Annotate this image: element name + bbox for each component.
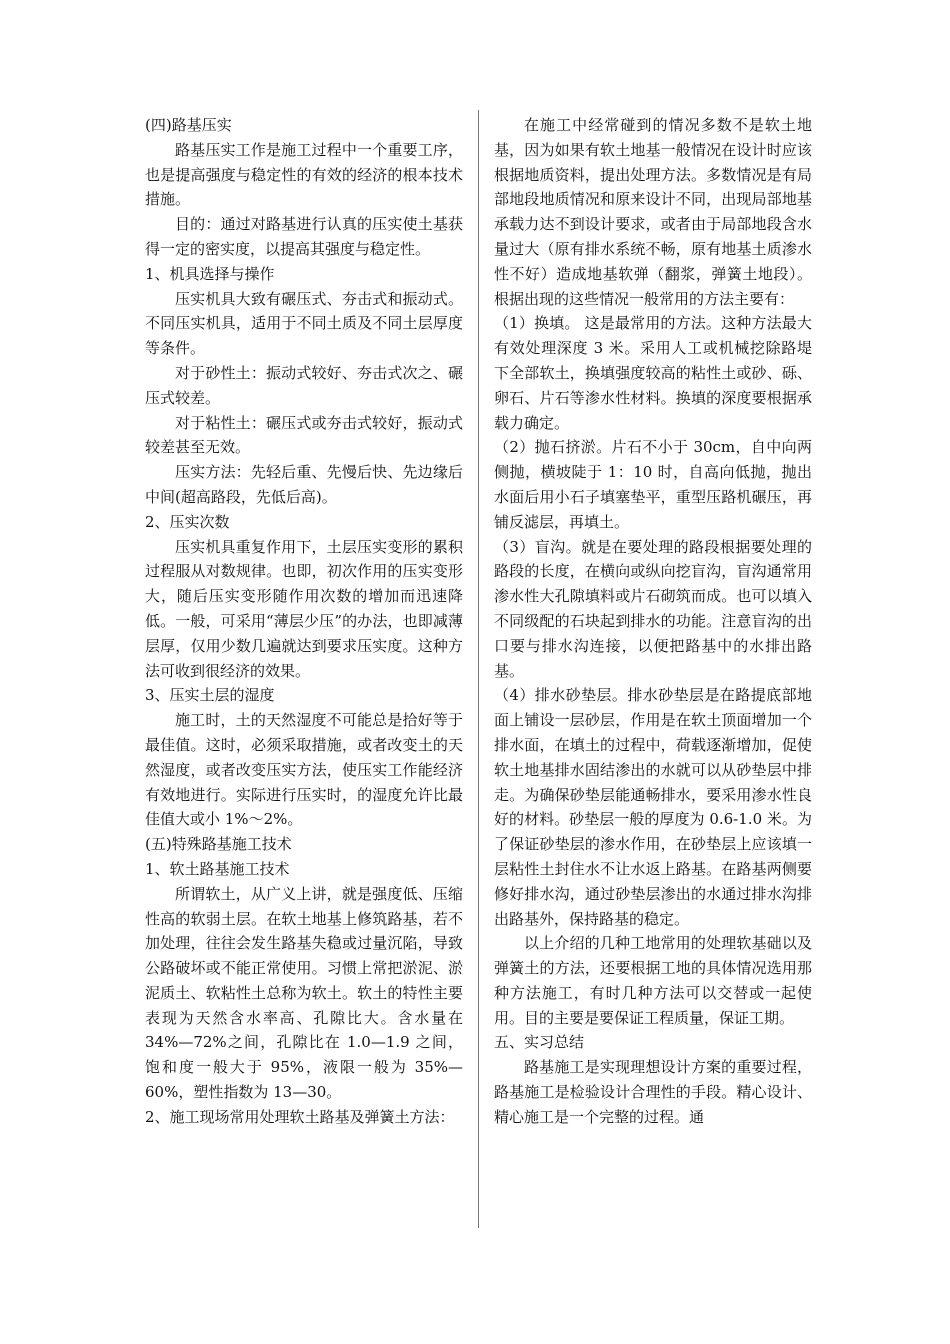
paragraph: 路基施工是实现理想设计方案的重要过程，路基施工是检验设计合理性的手段。精心设计、精心施工是一个完整的过程。通 xyxy=(494,1058,812,1126)
paragraph: 施工时，土的天然湿度不可能总是拾好等于最佳值。这时，必须采取措施，或者改变土的天然湿度，或者改变压实方法，使压实工作能经济有效地进行。实际进行压实时，的湿度允许比最佳值大或小 1%～2%。 xyxy=(145,711,463,829)
list-item: （4）排水砂垫层。排水砂垫层是在路提底部地面上铺设一层砂层，作用是在软土顶面增加一个排水面，在填土的过程中，荷载逐渐增加，促使软土地基排水固结渗出的水就可以从砂垫层中排走。为确保砂垫层能通畅排水，要采用渗水性良好的材料。砂垫层一般的厚度为 0.6-1.0 米。为了保证砂垫层的渗水作用，在砂垫层上应该填一层粘性土封住水不让水返上路基。在路基两侧要修好排水沟，通过砂垫层渗出的水通过排水沟排出路基外，保持路基的稳定。 xyxy=(494,686,812,928)
list-item: （2）抛石挤淤。片石不小于 30cm，自中向两侧抛，横坡陡于 1：10 时，自高向低抛，抛出水面后用小石子填塞垫平，重型压路机碾压，再铺反滤层，再填土。 xyxy=(494,438,812,531)
section-heading: (五)特殊路基施工技术 xyxy=(145,835,292,854)
paragraph: 压实机具重复作用下，土层压实变形的累积过程服从对数规律。也即，初次作用的压实变形大，随后压实变形随作用次数的增加而迅速降低。一般，可采用“薄层少压”的办法，也即减薄层厚，仅用少数几遍就达到要求压实度。这种方法可收到很经济的效果。 xyxy=(145,537,463,680)
paragraph: 目的：通过对路基进行认真的压实使土基获得一定的密实度，以提高其强度与稳定性。 xyxy=(145,215,463,258)
subsection-heading: 2、施工现场常用处理软土路基及弹簧土方法： xyxy=(145,1107,455,1126)
list-item: （3）盲沟。就是在要处理的路段根据要处理的路段的长度，在横向或纵向挖盲沟，盲沟通常用渗水性大孔隙填料或片石砌筑而成。也可以填入不同级配的石块起到排水的功能。注意盲沟的出口要与排水沟连接，以便把路基中的水排出路基。 xyxy=(494,537,812,680)
paragraph: 压实机具大致有碾压式、夯击式和振动式。不同压实机具，适用于不同土质及不同土层厚度等条件。 xyxy=(145,289,463,358)
right-column xyxy=(494,113,812,1130)
paragraph: 对于砂性土：振动式较好、夯击式次之、碾压式较差。 xyxy=(145,363,463,407)
section-heading: (四)路基压实 xyxy=(145,116,232,134)
paragraph: 以上介绍的几种工地常用的处理软基础以及弹簧土的方法，还要根据工地的具体情况选用那种方法施工，有时几种方法可以交替或一起使用。目的主要是要保证工程质量，保证工期。 xyxy=(494,934,812,1027)
subsection-heading: 1、软土路基施工技术 xyxy=(145,859,290,878)
left-column xyxy=(145,113,463,1130)
subsection-heading: 2、压实次数 xyxy=(145,512,230,531)
paragraph: 对于粘性土：碾压式或夯击式较好，振动式较差甚至无效。 xyxy=(145,413,463,457)
paragraph: 在施工中经常碰到的情况多数不是软土地基，因为如果有软土地基一般情况在设计时应该根据地质资料，提出处理方法。多数情况是有局部地段地质情况和原来设计不同，出现局部地基承载力达不到设计要求，或者由于局部地段含水量过大（原有排水系统不畅，原有地基土质渗水性不好）造成地基软弹（翻浆，弹簧土地段）。根据出现的这些情况一般常用的方法主要有： xyxy=(494,116,812,308)
paragraph: 压实方法：先轻后重、先慢后快、先边缘后中间(超高路段，先低后高)。 xyxy=(145,463,463,506)
column-divider xyxy=(478,110,479,1228)
list-item: （1）换填。 这是最常用的方法。这种方法最大有效处理深度 3 米。采用人工或机械挖除路堤下全部软土，换填强度较高的粘性土或砂、砾、卵石、片石等渗水性材料。换填的深度要根据承载力确定。 xyxy=(494,314,812,432)
subsection-heading: 1、机具选择与操作 xyxy=(145,264,275,283)
paragraph: 所谓软土，从广义上讲，就是强度低、压缩性高的软弱土层。在软土地基上修筑路基，若不加处理，往往会发生路基失稳或过量沉陷，导致公路破坏或不能正常使用。习惯上常把淤泥、淤泥质土、软粘性土总称为软土。软土的特性主要表现为天然含水率高、孔隙比大。含水量在 34%—72%之间，孔隙比在 1.0—1.9 之间，饱和度一般大于 95%，液限一般为 35%—60%，塑性指数为 13—30。 xyxy=(145,884,463,1102)
subsection-heading: 3、压实土层的湿度 xyxy=(145,686,275,705)
section-heading: 五、实习总结 xyxy=(494,1033,585,1052)
paragraph: 路基压实工作是施工过程中一个重要工序，也是提高强度与稳定性的有效的经济的根本技术措施。 xyxy=(145,140,463,209)
